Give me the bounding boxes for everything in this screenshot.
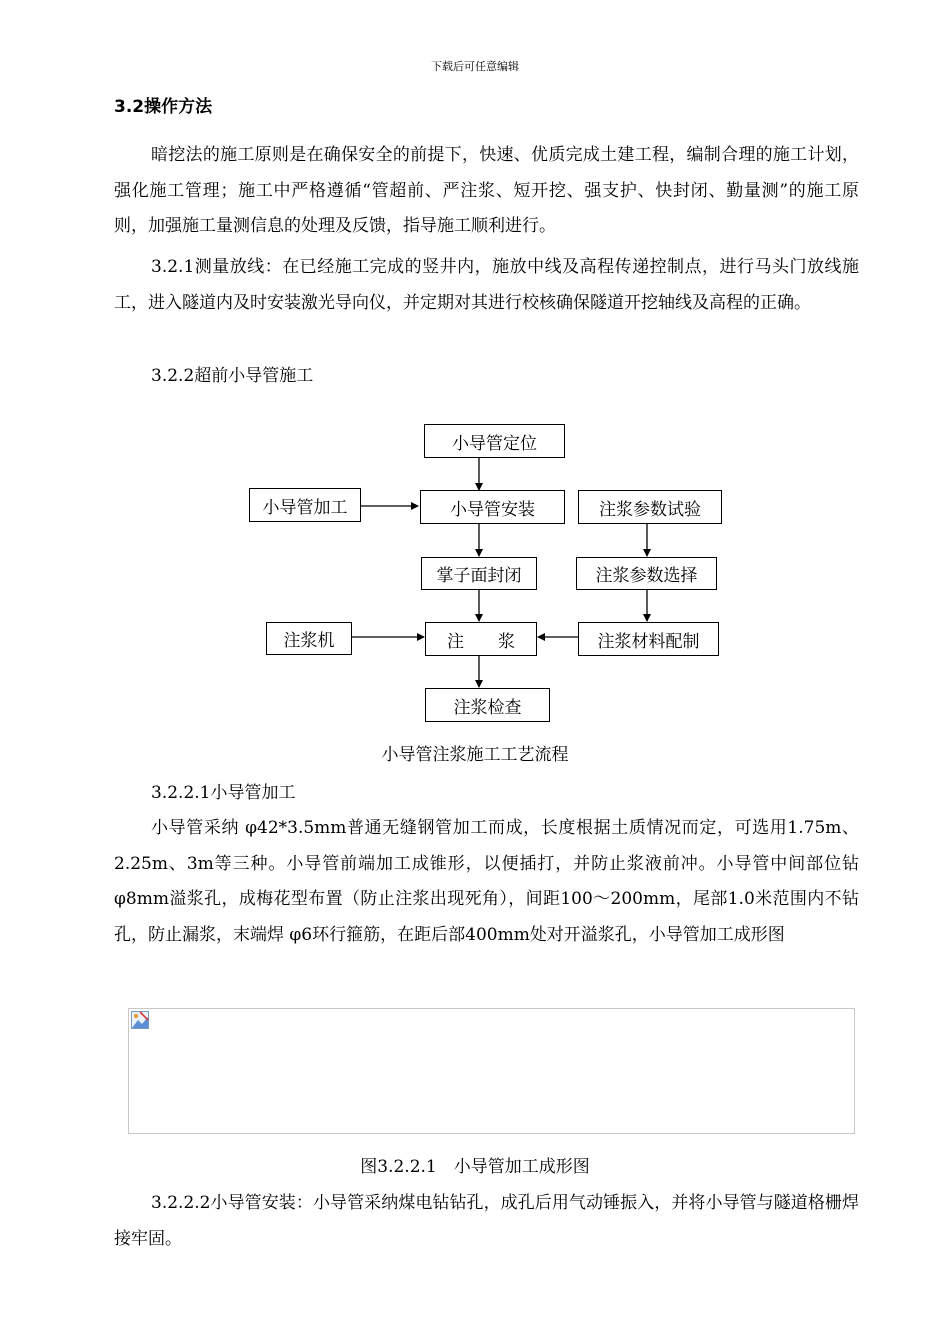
- intro-paragraph: 暗挖法的施工原则是在确保安全的前提下，快速、优质完成土建工程，编制合理的施工计划，强化施工管理；施工中严格遵循“管超前、严注浆、短开挖、强支护、快封闭、勤量测”的施工原则，加强施工量测信息的处理及反馈，指导施工顺利进行。: [114, 145, 859, 236]
- install-paragraph: 3.2.2.2小导管安装：小导管采纳煤电钻钻孔，成孔后用气动锤振入，并将小导管与隧道格栅焊接牢固。: [114, 1193, 859, 1249]
- flow-box-positioning: 小导管定位: [424, 424, 565, 458]
- flow-box-param-select: 注浆参数选择: [576, 557, 717, 590]
- broken-image-icon: [131, 1011, 149, 1029]
- flow-box-inspection: 注浆检查: [425, 688, 550, 722]
- flow-box-material-prep: 注浆材料配制: [578, 622, 719, 656]
- page-header: 下载后可任意编辑: [431, 60, 519, 73]
- subsection-322-title: 3.2.2超前小导管施工: [151, 366, 314, 386]
- flow-box-processing: 小导管加工: [249, 488, 361, 522]
- processing-figure-image: [128, 1008, 855, 1134]
- flow-box-param-test: 注浆参数试验: [578, 490, 722, 524]
- flow-box-grouting: 注 浆: [425, 622, 537, 656]
- processing-paragraph: 小导管采纳 φ42*3.5mm普通无缝钢管加工而成，长度根据土质情况而定，可选用1.75m、2.25m、3m等三种。小导管前端加工成锥形，以便插打，并防止浆液前冲。小导管中间部位钻 φ8mm溢浆孔，成梅花型布置（防止注浆出现死角），间距100～200mm，尾部1.0米范围内不钻孔，防止漏浆，末端焊 φ6环行箍筋，在距后部400mm处对开溢浆孔，小导管加工成形图: [114, 818, 859, 945]
- flow-box-face-seal: 掌子面封闭: [421, 557, 537, 590]
- flow-box-install: 小导管安装: [420, 490, 565, 524]
- subsection-3221-title: 3.2.2.1小导管加工: [151, 783, 296, 803]
- section-heading: 3.2操作方法: [114, 97, 213, 117]
- figure-caption: 图3.2.2.1 小导管加工成形图: [360, 1157, 590, 1177]
- flowchart-caption: 小导管注浆施工工艺流程: [381, 745, 569, 765]
- flow-box-grout-machine: 注浆机: [266, 622, 352, 655]
- survey-paragraph: 3.2.1测量放线：在已经施工完成的竖井内，施放中线及高程传递控制点，进行马头门放线施工，进入隧道内及时安装激光导向仪，并定期对其进行校核确保隧道开挖轴线及高程的正确。: [114, 257, 859, 313]
